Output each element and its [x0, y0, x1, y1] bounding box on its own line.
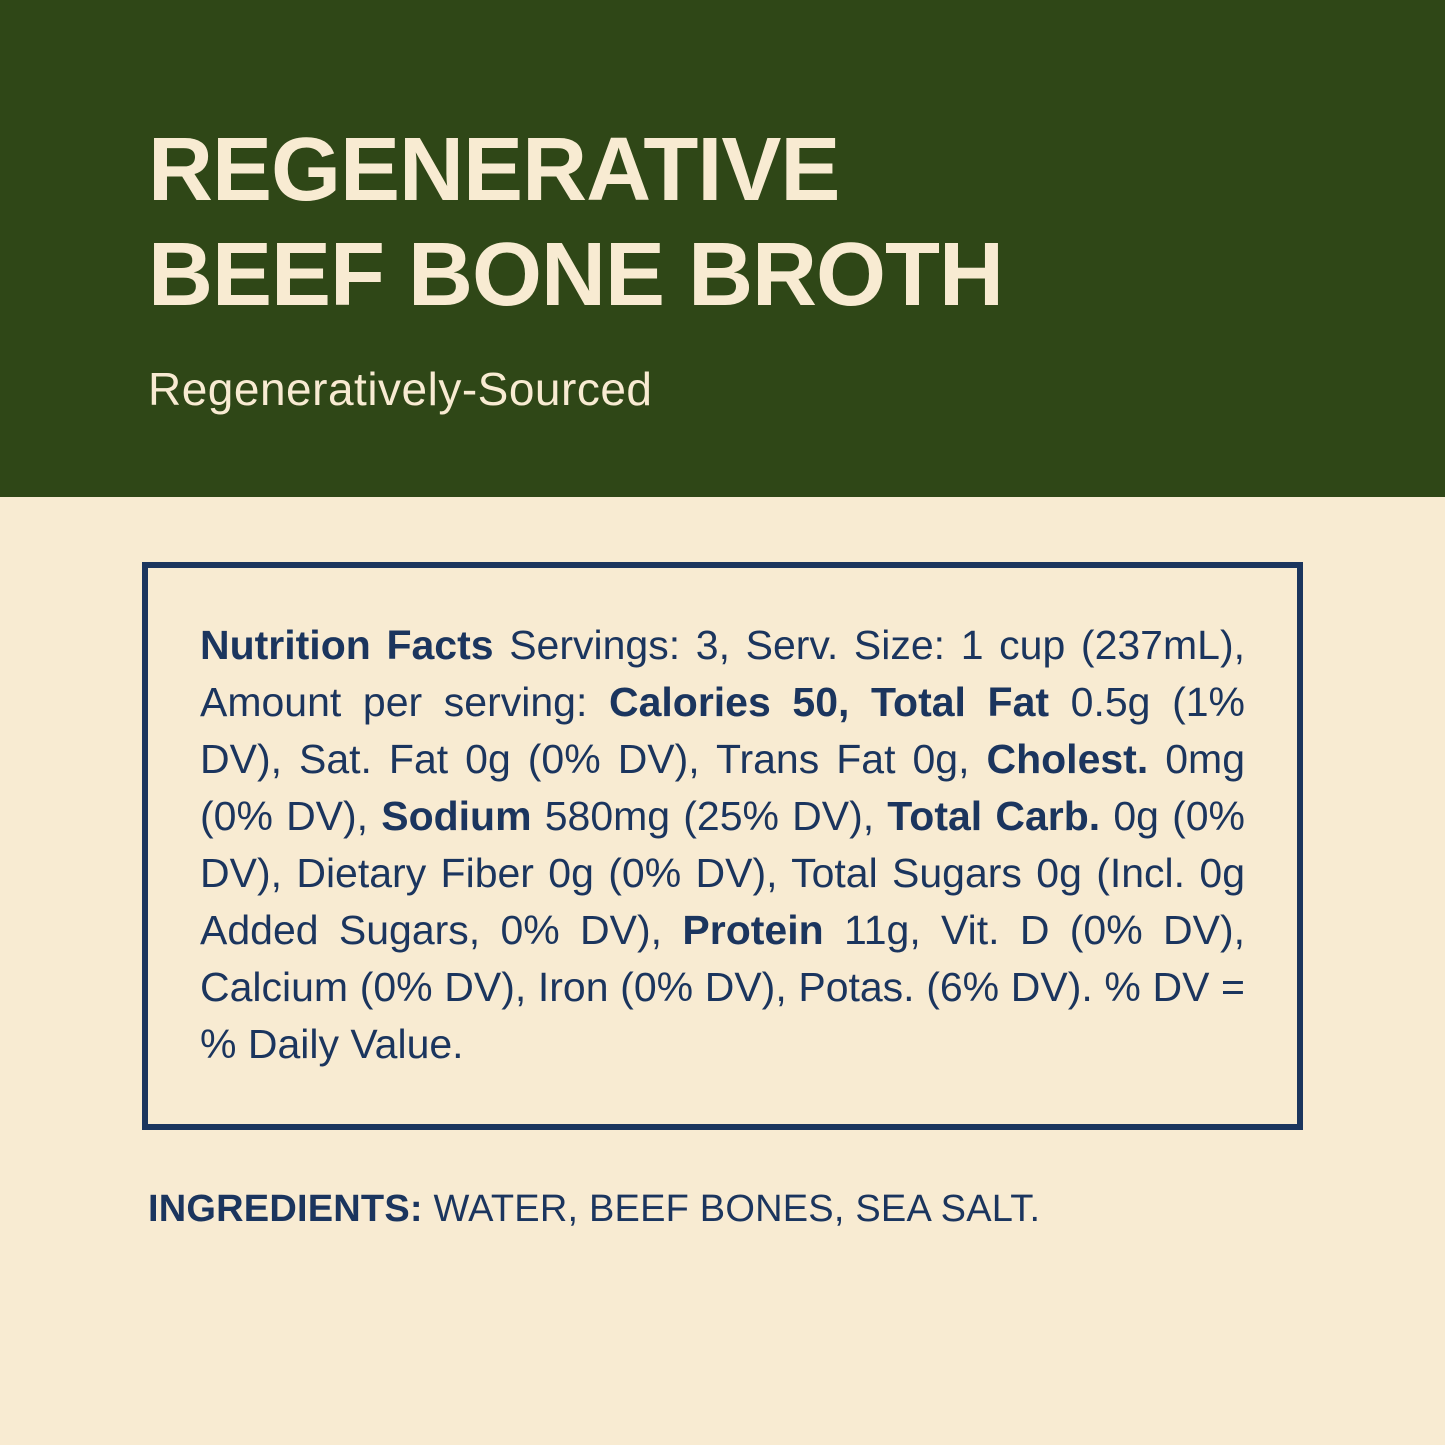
- nutrition-facts-box: [142, 562, 1303, 1130]
- product-title: [148, 118, 1003, 328]
- nutrition-facts-text: Nutrition Facts Servings: 3, Serv. Size: 1 cup (237mL), Amount per serving: Calories 50, Total Fat 0.5g (1% DV), Sat. Fat 0g (0% DV), Trans Fat 0g, Cholest. 0mg (0% DV), Sodium 580mg (25% DV), Total Carb. 0g (0% DV), Dietary Fiber 0g (0% DV), Total Sugars 0g (Incl. 0g Added Sugars, 0% DV), Protein 11g, Vit. D (0% DV), Calcium (0% DV), Iron (0% DV), Potas. (6% DV). % DV = % Daily Value.: [200, 622, 1245, 1067]
- ingredients-label: INGREDIENTS:: [148, 1188, 423, 1230]
- ingredients-value: WATER, BEEF BONES, SEA SALT.: [422, 1188, 1041, 1230]
- ingredients-line: [148, 1187, 1040, 1231]
- product-subtitle: Regeneratively-Sourced: [148, 363, 653, 415]
- product-title-line1: REGENERATIVE: [148, 120, 840, 220]
- header-band: [0, 0, 1445, 497]
- product-title-line2: BEEF BONE BROTH: [148, 225, 1004, 325]
